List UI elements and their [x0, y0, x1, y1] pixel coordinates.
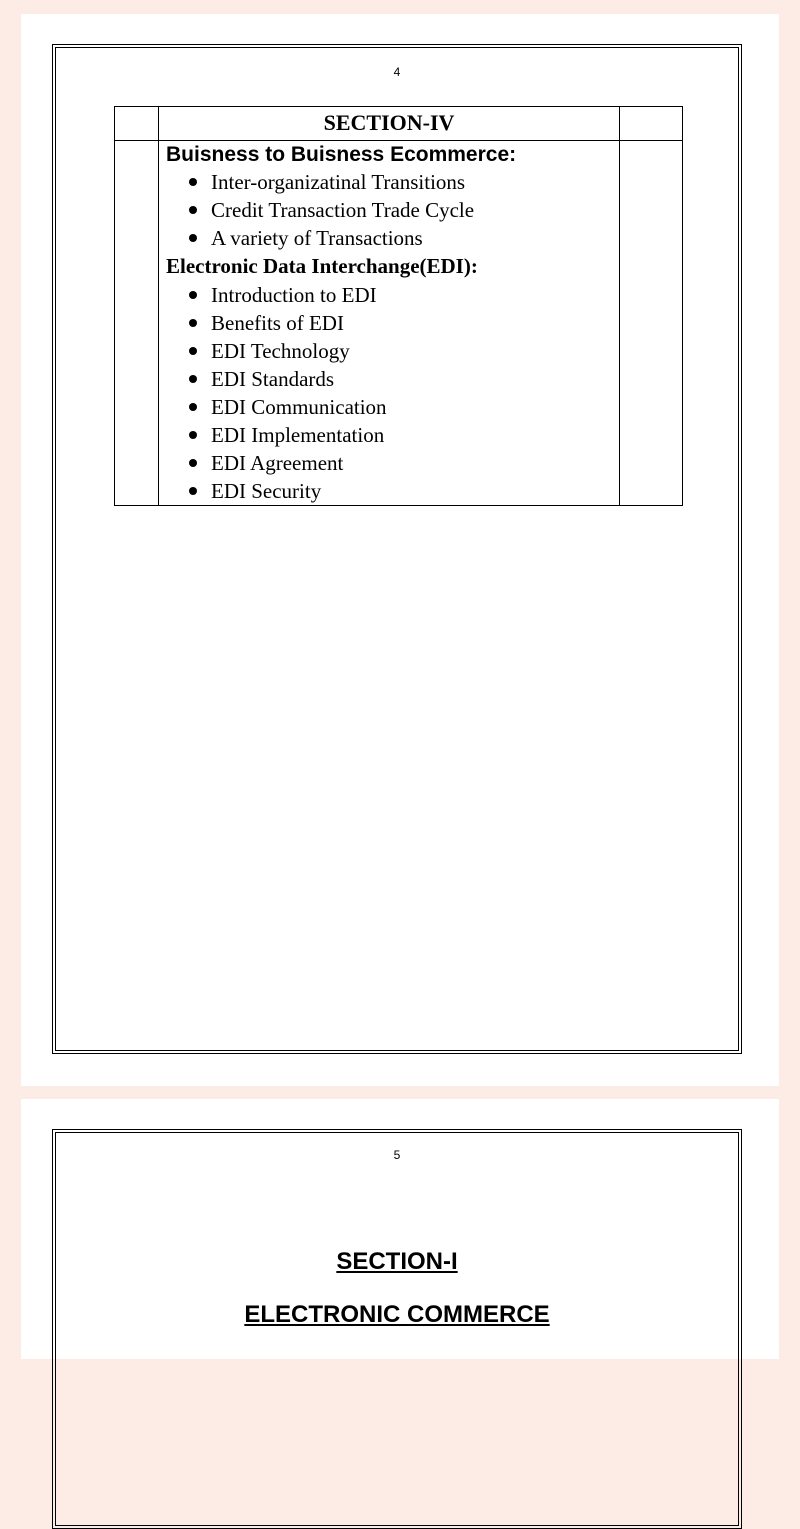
bullet-icon — [189, 375, 197, 383]
bullet-icon — [189, 459, 197, 467]
list-item: Inter-organizatinal Transitions — [188, 168, 619, 196]
topic-list — [166, 168, 619, 252]
bullet-icon — [189, 291, 197, 299]
bullet-icon — [189, 319, 197, 327]
page-border — [52, 1129, 742, 1529]
section-subtitle: ELECTRONIC COMMERCE — [244, 1301, 550, 1328]
list-item: Credit Transaction Trade Cycle — [188, 196, 619, 224]
syllabus-table — [114, 106, 683, 506]
section-title: SECTION-I — [336, 1248, 458, 1275]
list-item: EDI Security — [188, 477, 619, 505]
topic-heading: Buisness to Buisness Ecommerce: — [166, 143, 517, 166]
table-cell-empty — [115, 107, 159, 141]
document-page-5 — [21, 1099, 779, 1359]
table-content-row — [115, 141, 683, 506]
bullet-icon — [189, 403, 197, 411]
topic-list — [166, 281, 619, 505]
bullet-icon — [189, 431, 197, 439]
list-item: EDI Technology — [188, 337, 619, 365]
bullet-icon — [189, 487, 197, 495]
bullet-icon — [189, 178, 197, 186]
list-item: Introduction to EDI — [188, 281, 619, 309]
page-number: 5 — [393, 1148, 401, 1162]
bullet-icon — [189, 234, 197, 242]
table-cell-empty — [620, 107, 683, 141]
list-item: EDI Agreement — [188, 449, 619, 477]
page-number: 4 — [393, 65, 401, 79]
list-item: EDI Standards — [188, 365, 619, 393]
list-item: Benefits of EDI — [188, 309, 619, 337]
list-item: A variety of Transactions — [188, 224, 619, 252]
table-cell-empty — [115, 141, 159, 506]
topic-heading: Electronic Data Interchange(EDI): — [166, 254, 478, 278]
table-cell-empty — [620, 141, 683, 506]
bullet-icon — [189, 206, 197, 214]
section-heading: SECTION-IV — [159, 107, 620, 141]
list-item: EDI Communication — [188, 393, 619, 421]
document-page-4 — [21, 14, 779, 1086]
page-border — [52, 44, 742, 1054]
list-item: EDI Implementation — [188, 421, 619, 449]
bullet-icon — [189, 347, 197, 355]
table-header-row — [115, 107, 683, 141]
table-content-cell — [159, 141, 620, 506]
